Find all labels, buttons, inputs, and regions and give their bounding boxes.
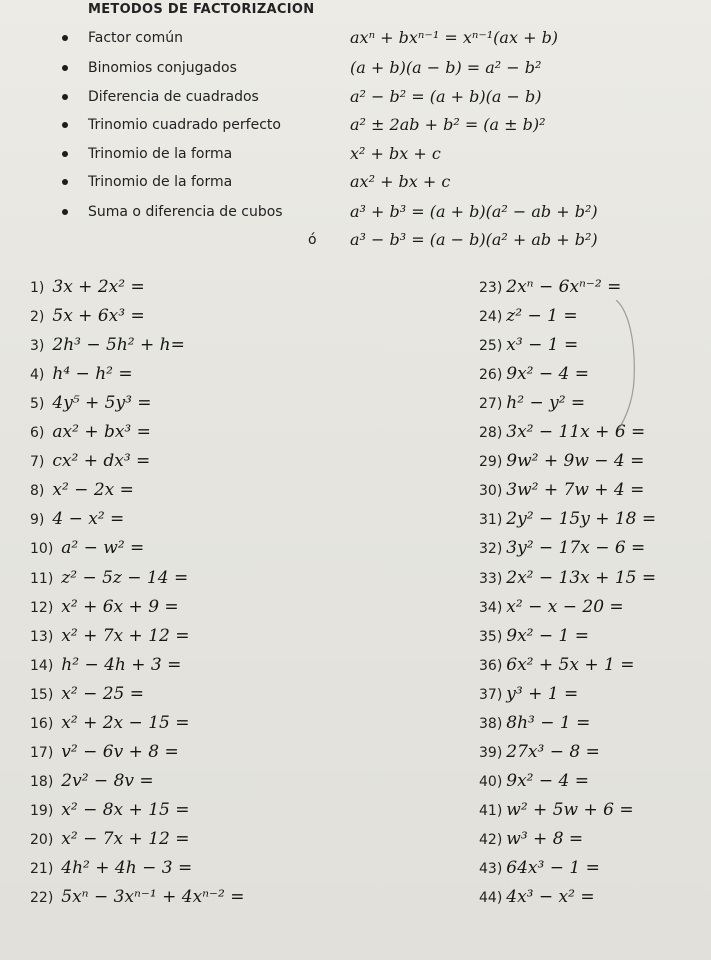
method-row-difference-of-squares: [0, 83, 711, 113]
exercise-item: [479, 277, 621, 305]
exercise-number: 44): [479, 890, 503, 907]
exercise-number: 14): [30, 657, 54, 674]
exercise-number: 24): [479, 309, 503, 326]
exercise-number: 34): [479, 599, 503, 616]
exercise-item: [479, 509, 656, 537]
exercise-item: [30, 306, 145, 334]
exercise-expression: x² − 8x + 15 =: [61, 799, 190, 820]
exercise-expression: z² − 1 =: [506, 306, 578, 327]
exercise-item: [30, 335, 185, 363]
page-title: METODOS DE FACTORIZACION: [88, 2, 315, 17]
exercise-item: [479, 626, 589, 654]
exercise-item: [479, 713, 590, 741]
exercise-expression: 4 − x² =: [52, 509, 125, 530]
exercise-expression: x² − 7x + 12 =: [61, 828, 190, 849]
exercise-item: [30, 800, 189, 828]
method-formula: a³ + b³ = (a + b)(a² − ab + b²): [350, 202, 598, 221]
method-name: Factor común: [88, 30, 183, 46]
exercise-number: 35): [479, 628, 503, 645]
exercise-number: 28): [479, 425, 503, 442]
exercise-number: 41): [479, 802, 503, 819]
exercise-number: 40): [479, 773, 503, 790]
exercise-number: 21): [30, 861, 54, 877]
exercise-expression: x² − 2x =: [52, 480, 134, 501]
exercise-expression: 8h³ − 1 =: [506, 712, 591, 733]
exercise-number: 11): [30, 570, 54, 587]
exercise-item: [30, 509, 124, 537]
bullet-icon: [62, 94, 68, 100]
exercise-number: 25): [479, 338, 503, 355]
exercise-item: [30, 713, 189, 741]
exercise-number: 20): [30, 831, 54, 848]
method-name: Trinomio cuadrado perfecto: [88, 117, 281, 133]
exercise-number: 8): [30, 483, 45, 500]
bullet-icon: [62, 209, 68, 215]
exercise-expression: x² − x − 20 =: [506, 596, 624, 617]
exercise-number: 12): [30, 599, 54, 616]
exercise-item: [30, 655, 181, 683]
method-row-common-factor: [0, 24, 711, 54]
exercise-expression: w² + 5w + 6 =: [506, 799, 634, 820]
exercise-item: [479, 655, 634, 683]
method-name: Trinomio de la forma: [88, 146, 233, 162]
exercise-item: [30, 626, 189, 654]
exercise-number: 43): [479, 861, 503, 877]
exercise-number: 32): [479, 541, 503, 558]
method-row-trinomial-form-1: [0, 140, 711, 170]
exercise-item: [479, 480, 644, 508]
method-formula: x² + bx + c: [350, 144, 441, 163]
exercise-expression: 2y² − 15y + 18 =: [506, 509, 657, 530]
exercise-expression: h² − 4h + 3 =: [61, 654, 182, 675]
exercise-number: 33): [479, 570, 503, 587]
method-name: Trinomio de la forma: [88, 174, 233, 190]
exercise-expression: 5x + 6x³ =: [52, 306, 145, 327]
exercise-item: [479, 306, 578, 334]
exercise-expression: w³ + 8 =: [506, 828, 584, 849]
exercise-expression: 3x + 2x² =: [52, 277, 145, 297]
method-row-trinomial-form-2: [0, 168, 711, 198]
exercise-item: [30, 568, 188, 596]
exercise-number: 1): [30, 280, 45, 296]
bullet-icon: [62, 65, 68, 71]
exercise-item: [30, 538, 144, 566]
exercise-expression: y³ + 1 =: [506, 683, 579, 704]
exercise-expression: x² + 2x − 15 =: [61, 712, 190, 733]
exercise-expression: 6x² + 5x + 1 =: [506, 654, 635, 675]
exercise-item: [479, 538, 645, 566]
exercise-number: 26): [479, 367, 503, 384]
exercise-number: 7): [30, 454, 45, 471]
exercise-number: 38): [479, 715, 503, 732]
exercise-expression: 4h² + 4h − 3 =: [61, 858, 193, 878]
exercise-expression: 4y⁵ + 5y³ =: [52, 393, 152, 414]
method-row-perfect-square-trinomial: [0, 111, 711, 141]
exercise-expression: a² − w² =: [61, 538, 145, 559]
exercise-item: [479, 335, 578, 363]
exercise-expression: x² − 25 =: [61, 683, 145, 704]
method-formula: a² − b² = (a + b)(a − b): [350, 87, 542, 106]
exercise-item: [30, 364, 133, 392]
method-row-sum-difference-cubes: [0, 198, 711, 228]
pencil-stroke: [614, 300, 644, 430]
exercise-number: 17): [30, 744, 54, 761]
exercise-expression: 4x³ − x² =: [506, 887, 595, 908]
exercise-item: [479, 858, 600, 886]
exercise-item: [30, 742, 179, 770]
method-name: Suma o diferencia de cubos: [88, 204, 283, 220]
exercise-item: [479, 771, 589, 799]
exercise-expression: 5xⁿ − 3xⁿ⁻¹ + 4xⁿ⁻² =: [61, 887, 245, 908]
exercise-number: 39): [479, 744, 503, 761]
exercise-item: [30, 393, 152, 421]
exercise-item: [30, 597, 179, 625]
exercise-expression: x² + 6x + 9 =: [61, 596, 179, 617]
exercise-expression: 3w² + 7w + 4 =: [506, 480, 645, 501]
exercise-expression: 27x³ − 8 =: [506, 741, 600, 762]
exercise-number: 9): [30, 512, 45, 529]
exercise-item: [479, 568, 656, 596]
exercise-number: 2): [30, 309, 45, 326]
method-row-conjugate-binomials: [0, 54, 711, 84]
method-formula: axⁿ + bxⁿ⁻¹ = xⁿ⁻¹(ax + b): [350, 28, 559, 47]
exercise-item: [30, 684, 144, 712]
method-formula: a³ − b³ = (a − b)(a² + ab + b²): [350, 230, 598, 249]
exercise-expression: 9w² + 9w − 4 =: [506, 451, 645, 472]
exercise-number: 19): [30, 802, 54, 819]
exercise-expression: 9x² − 1 =: [506, 625, 590, 646]
exercise-item: [30, 422, 151, 450]
exercise-number: 27): [479, 396, 503, 413]
exercise-number: 22): [30, 890, 54, 907]
exercise-number: 31): [479, 512, 503, 529]
exercise-expression: 64x³ − 1 =: [506, 858, 600, 878]
exercise-expression: x³ − 1 =: [506, 335, 579, 356]
exercise-item: [479, 597, 624, 625]
method-name: Binomios conjugados: [88, 60, 237, 76]
bullet-icon: [62, 151, 68, 157]
exercise-expression: ax² + bx³ =: [52, 422, 151, 443]
bullet-icon: [62, 122, 68, 128]
exercise-item: [30, 887, 245, 915]
exercise-expression: z² − 5z − 14 =: [61, 567, 189, 588]
exercise-expression: x² + 7x + 12 =: [61, 625, 190, 646]
exercise-item: [30, 451, 150, 479]
exercise-item: [479, 684, 578, 712]
exercise-expression: 9x² − 4 =: [506, 364, 590, 385]
exercise-item: [30, 277, 145, 305]
bullet-icon: [62, 35, 68, 41]
exercise-number: 4): [30, 367, 45, 384]
exercise-item: [479, 829, 583, 857]
exercise-number: 23): [479, 280, 503, 296]
exercise-number: 6): [30, 425, 45, 442]
exercise-item: [479, 887, 595, 915]
exercise-number: 16): [30, 715, 54, 732]
method-formula: a² ± 2ab + b² = (a ± b)²: [350, 115, 546, 134]
exercise-item: [479, 451, 644, 479]
exercise-item: [479, 742, 600, 770]
exercise-expression: h⁴ − h² =: [52, 364, 133, 385]
exercise-number: 5): [30, 396, 45, 413]
exercise-number: 30): [479, 483, 503, 500]
exercise-expression: 3x² − 11x + 6 =: [506, 422, 646, 443]
exercise-item: [30, 480, 134, 508]
method-formula: (a + b)(a − b) = a² − b²: [350, 58, 542, 77]
exercise-number: 15): [30, 686, 54, 703]
exercise-item: [30, 771, 154, 799]
or-separator: ó: [308, 232, 317, 248]
method-row-difference-cubes: [0, 226, 711, 256]
exercise-number: 36): [479, 657, 503, 674]
bullet-icon: [62, 179, 68, 185]
exercise-number: 18): [30, 773, 54, 790]
exercise-expression: 2h³ − 5h² + h=: [52, 335, 185, 356]
exercise-number: 3): [30, 338, 45, 355]
exercise-expression: 3y² − 17x − 6 =: [506, 538, 646, 559]
exercise-item: [30, 829, 189, 857]
exercise-expression: 9x² − 4 =: [506, 770, 590, 791]
exercise-item: [479, 364, 589, 392]
exercise-item: [479, 393, 585, 421]
exercise-expression: 2x² − 13x + 15 =: [506, 567, 657, 588]
method-formula: ax² + bx + c: [350, 172, 451, 191]
exercise-expression: 2xⁿ − 6xⁿ⁻² =: [506, 277, 622, 297]
exercise-expression: h² − y² =: [506, 393, 586, 414]
exercise-expression: v² − 6v + 8 =: [61, 741, 179, 762]
exercise-number: 10): [30, 541, 54, 558]
exercise-number: 13): [30, 628, 54, 645]
exercise-expression: 2v² − 8v =: [61, 770, 154, 791]
exercise-number: 29): [479, 454, 503, 471]
exercise-number: 42): [479, 831, 503, 848]
method-name: Diferencia de cuadrados: [88, 89, 259, 105]
exercise-item: [30, 858, 192, 886]
exercise-expression: cx² + dx³ =: [52, 451, 151, 472]
exercise-item: [479, 800, 634, 828]
exercise-number: 37): [479, 686, 503, 703]
